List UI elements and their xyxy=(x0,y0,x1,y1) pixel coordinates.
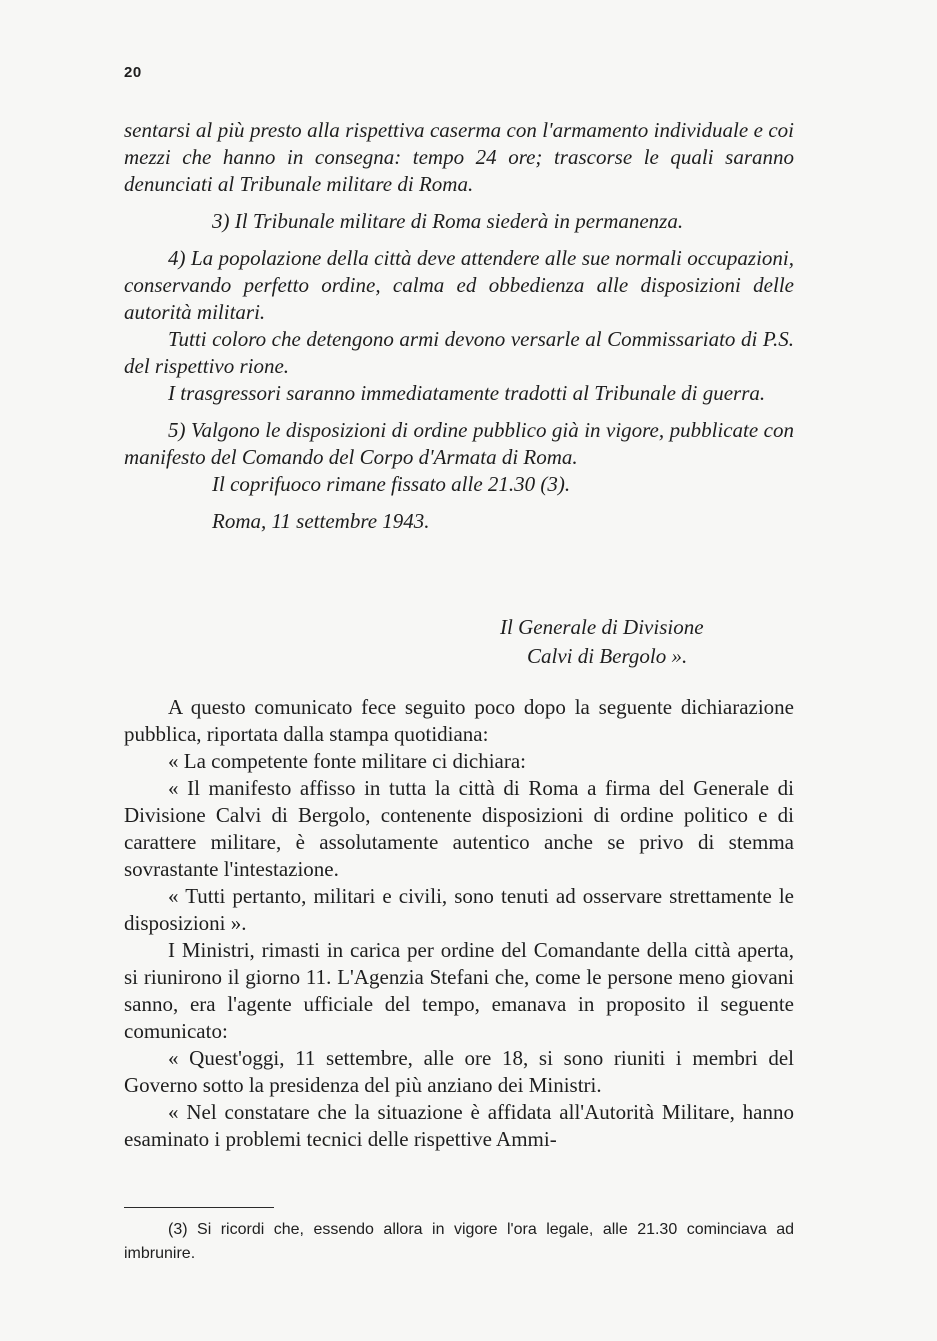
spacer xyxy=(124,407,794,417)
decree-text xyxy=(124,117,794,535)
decree-paragraph: I trasgressori saranno immediatamente tradotti al Tribunale di guerra. xyxy=(168,381,766,405)
body-paragraph: « La competente fonte militare ci dichiara: xyxy=(168,749,527,773)
spacer xyxy=(124,235,794,245)
decree-paragraph: Tutti coloro che detengono armi devono versarle al Commissariato di P.S. del rispettivo rione. xyxy=(124,327,794,378)
decree-paragraph: sentarsi al più presto alla rispettiva caserma con l'armamento individuale e coi mezzi che hanno in consegna: tempo 24 ore; trascorse le quali saranno denunciati al Tribunale militare di Roma. xyxy=(124,118,794,196)
spacer xyxy=(124,498,794,508)
signature-title: Il Generale di Divisione xyxy=(500,615,704,639)
body-paragraph: A questo comunicato fece seguito poco dopo la seguente dichiarazione pubblica, riportata dalla stampa quotidiana: xyxy=(124,695,794,746)
footnote xyxy=(124,1218,794,1266)
decree-point-4: 4) La popolazione della città deve attendere alle sue normali occupazioni, conservando perfetto ordine, calma ed obbedienza alle disposizioni delle autorità militari. xyxy=(124,246,794,324)
page-number: 20 xyxy=(124,64,142,81)
signature-name: Calvi di Bergolo ». xyxy=(527,644,688,668)
footnote-text: (3) Si ricordi che, essendo allora in vigore l'ora legale, alle 21.30 cominciava ad imbrunire. xyxy=(124,1221,794,1262)
body-text xyxy=(124,694,794,1153)
curfew-line: Il coprifuoco rimane fissato alle 21.30 (3). xyxy=(212,472,571,496)
body-paragraph: « Quest'oggi, 11 settembre, alle ore 18, si sono riuniti i membri del Governo sotto la presidenza del più anziano dei Ministri. xyxy=(124,1046,794,1097)
decree-date: Roma, 11 settembre 1943. xyxy=(212,509,430,533)
body-paragraph: « Nel constatare che la situazione è affidata all'Autorità Militare, hanno esaminato i problemi tecnici delle rispettive Ammi- xyxy=(124,1100,794,1151)
spacer xyxy=(124,198,794,208)
footnote-divider xyxy=(124,1207,274,1208)
decree-point-3: 3) Il Tribunale militare di Roma siederà in permanenza. xyxy=(212,209,684,233)
decree-point-5: 5) Valgono le disposizioni di ordine pubblico già in vigore, pubblicate con manifesto del Comando del Corpo d'Armata di Roma. xyxy=(124,418,794,469)
body-paragraph: I Ministri, rimasti in carica per ordine del Comandante della città aperta, si riunirono il giorno 11. L'Agenzia Stefani che, come le persone meno giovani sanno, era l'agente ufficiale del tempo, emanava in proposito il seguente comunicato: xyxy=(124,938,794,1043)
body-paragraph: « Il manifesto affisso in tutta la città di Roma a firma del Generale di Divisione Calvi di Bergolo, contenente disposizioni di ordine politico e di carattere militare, è assolutamente autentico anche se privo di stemma sovrastante l'intestazione. xyxy=(124,776,794,881)
body-paragraph: « Tutti pertanto, militari e civili, sono tenuti ad osservare strettamente le disposizioni ». xyxy=(124,884,794,935)
